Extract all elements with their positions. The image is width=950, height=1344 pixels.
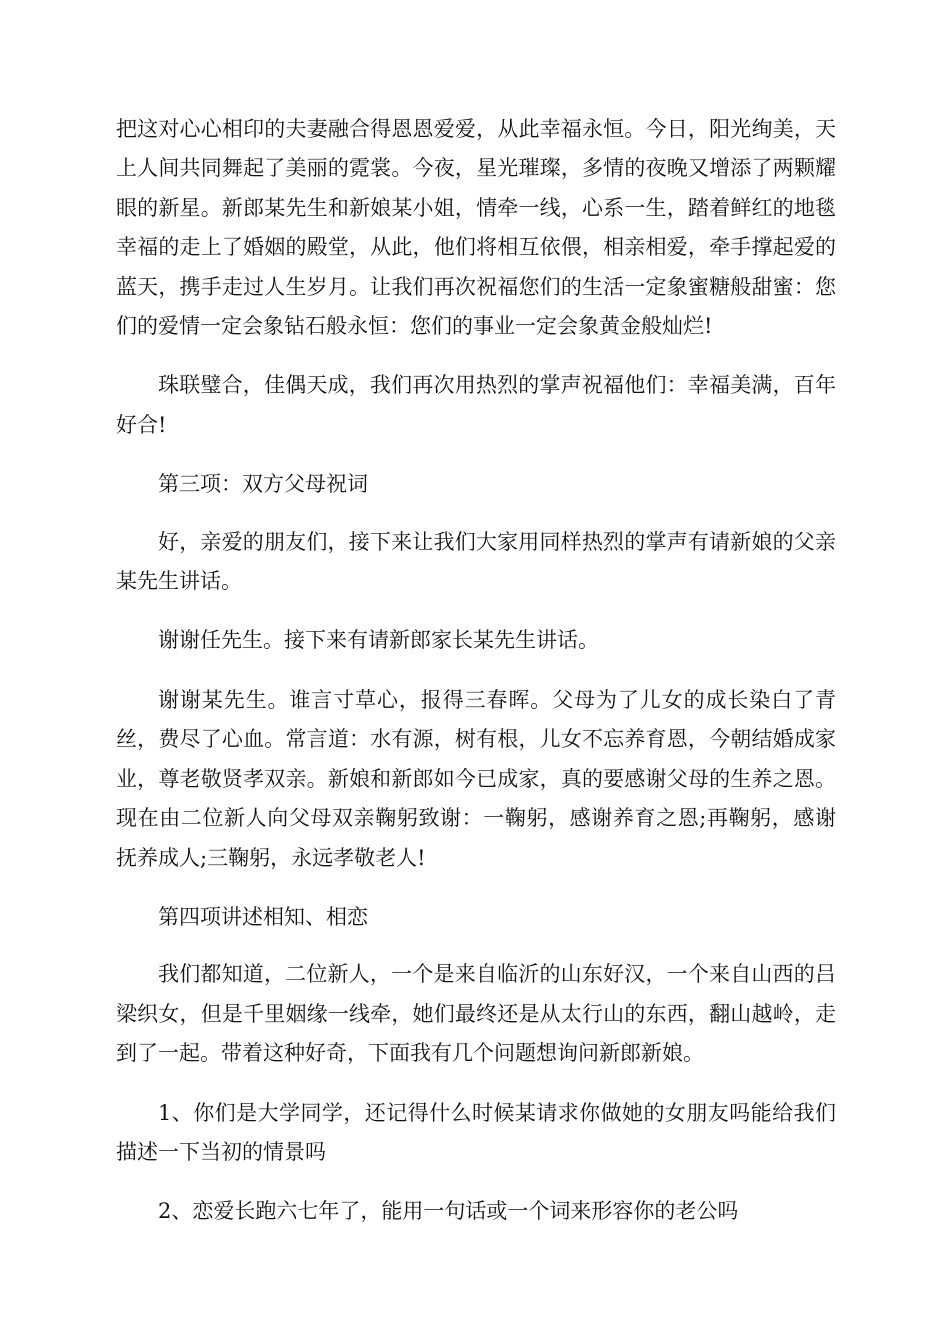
document-body — [116, 110, 836, 1252]
section-heading-parents-speech: 第三项：双方父母祝词 — [158, 472, 368, 497]
question-item-2: 2、恋爱长跑六七年了，能用一句话或一个词来形容你的老公吗 — [158, 1199, 739, 1224]
paragraph-bride-father-invite: 好，亲爱的朋友们，接下来让我们大家用同样热烈的掌声有请新娘的父亲某先生讲话。 — [116, 529, 836, 594]
paragraph-groom-parent-invite: 谢谢任先生。接下来有请新郎家长某先生讲话。 — [158, 628, 599, 653]
paragraph-couple-intro: 我们都知道，二位新人，一个是来自临沂的山东好汉，一个来自山西的吕梁织女，但是千里姻缘一线牵，她们最终还是从太行山的东西，翻山越岭，走到了一起。带着这种好奇，下面我有几个问题想询问新郎新娘。 — [116, 962, 836, 1066]
paragraph-blessing: 把这对心心相印的夫妻融合得恩恩爱爱，从此幸福永恒。今日，阳光绚美，天上人间共同舞起了美丽的霓裳。今夜，星光璀璨，多情的夜晚又增添了两颗耀眼的新星。新郎某先生和新娘某小姐，情牵一线，心系一生，踏着鲜红的地毯幸福的走上了婚姻的殿堂，从此，他们将相互依偎，相亲相爱，牵手撑起爱的蓝天，携手走过人生岁月。让我们再次祝福您们的生活一定象蜜糖般甜蜜：您们的爱情一定会象钻石般永恒：您们的事业一定会象黄金般灿烂! — [116, 117, 836, 339]
paragraph-thank-parents: 谢谢某先生。谁言寸草心，报得三春晖。父母为了儿女的成长染白了青丝，费尽了心血。常言道：水有源，树有根，儿女不忘养育恩，今朝结婚成家业，尊老敬贤孝双亲。新娘和新郎如今已成家，真的要感谢父母的生养之恩。现在由二位新人向父母双亲鞠躬致谢：一鞠躬，感谢养育之恩;再鞠躬，感谢抚养成人;三鞠躬，永远孝敬老人! — [116, 687, 836, 870]
question-item-1: 1、你们是大学同学，还记得什么时候某请求你做她的女朋友吗能给我们描述一下当初的情景吗 — [116, 1100, 836, 1164]
section-heading-love-story: 第四项讲述相知、相恋 — [158, 904, 368, 929]
paragraph-applause: 珠联璧合，佳偶天成，我们再次用热烈的掌声祝福他们：幸福美满，百年好合! — [116, 373, 836, 437]
